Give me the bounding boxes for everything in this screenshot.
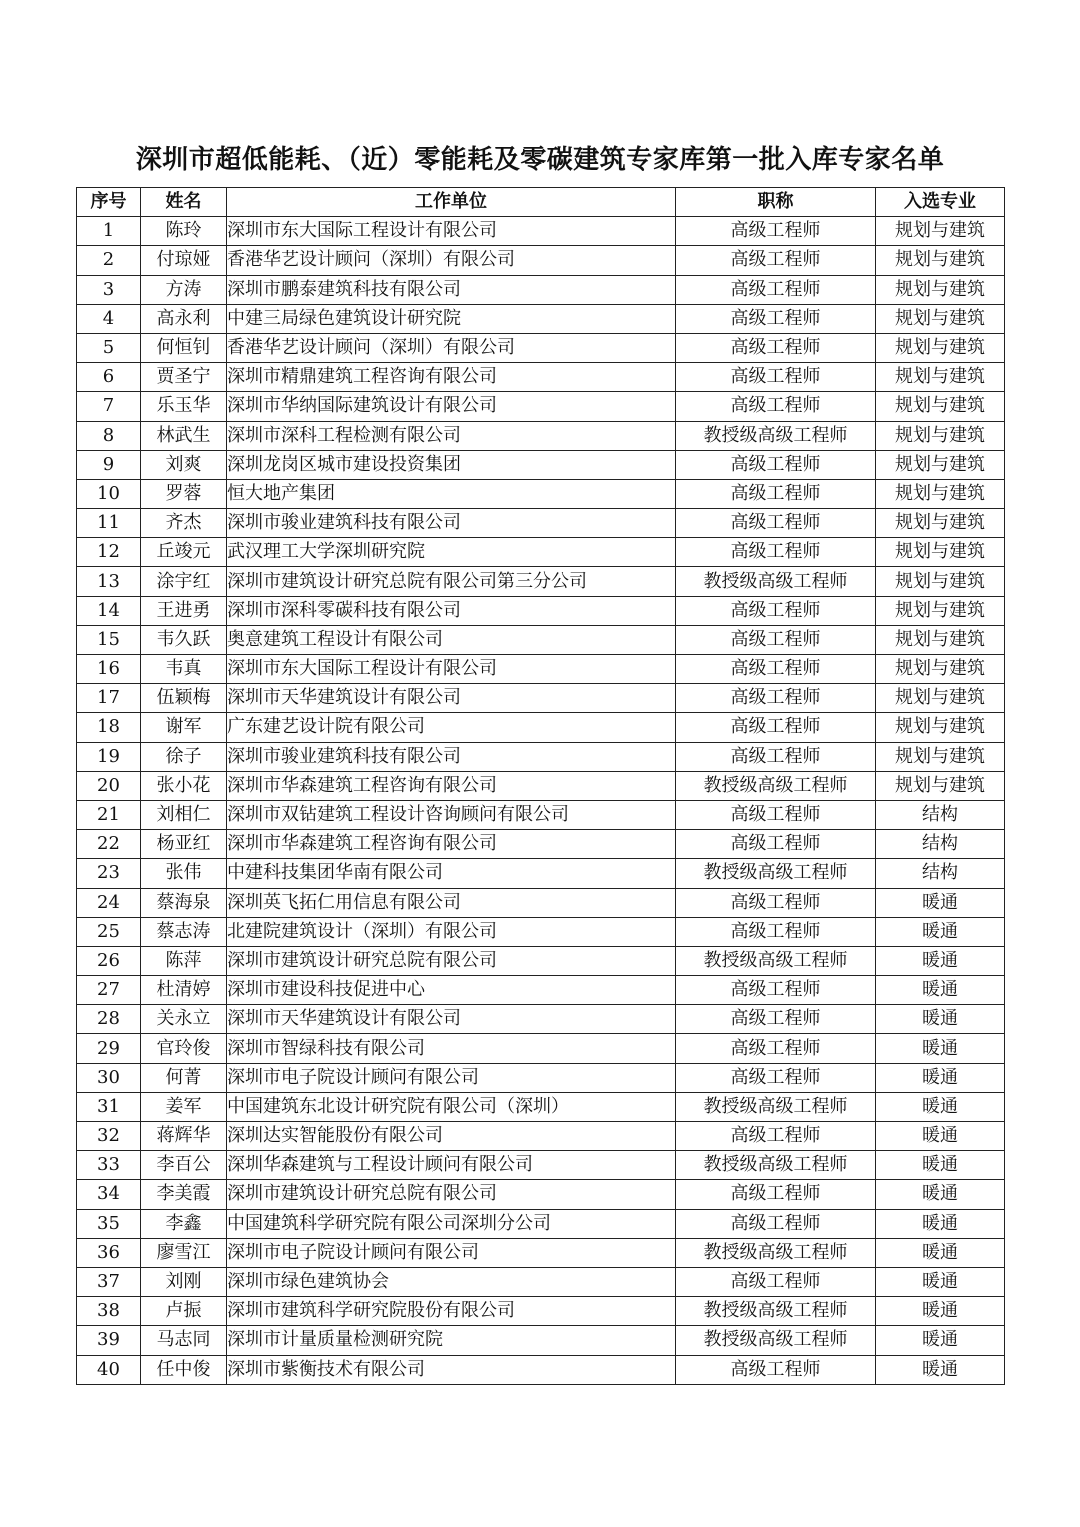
- organization: 深圳市华纳国际建筑设计有限公司: [227, 392, 676, 421]
- table-row: [77, 800, 1005, 829]
- professional-title: 教授级高级工程师: [676, 421, 876, 450]
- table-row: [77, 1355, 1005, 1384]
- expert-name: 卢振: [141, 1297, 227, 1326]
- specialty: 规划与建筑: [876, 567, 1005, 596]
- expert-name: 何恒钊: [141, 333, 227, 362]
- specialty: 暖通: [876, 1005, 1005, 1034]
- organization: 深圳市建筑科学研究院股份有限公司: [227, 1297, 676, 1326]
- row-index: 16: [77, 655, 141, 684]
- table-row: [77, 1034, 1005, 1063]
- specialty: 暖通: [876, 1151, 1005, 1180]
- row-index: 31: [77, 1092, 141, 1121]
- table-row: [77, 363, 1005, 392]
- organization: 深圳市绿色建筑协会: [227, 1267, 676, 1296]
- header-organization: 工作单位: [227, 188, 676, 217]
- row-index: 24: [77, 888, 141, 917]
- organization: 深圳市电子院设计顾问有限公司: [227, 1063, 676, 1092]
- table-row: [77, 567, 1005, 596]
- organization: 深圳市紫衡技术有限公司: [227, 1355, 676, 1384]
- organization: 深圳市天华建筑设计有限公司: [227, 684, 676, 713]
- specialty: 暖通: [876, 1355, 1005, 1384]
- organization: 中建科技集团华南有限公司: [227, 859, 676, 888]
- professional-title: 高级工程师: [676, 1063, 876, 1092]
- table-row: [77, 479, 1005, 508]
- specialty: 规划与建筑: [876, 742, 1005, 771]
- row-index: 33: [77, 1151, 141, 1180]
- row-index: 15: [77, 625, 141, 654]
- specialty: 规划与建筑: [876, 596, 1005, 625]
- expert-name: 姜军: [141, 1092, 227, 1121]
- row-index: 8: [77, 421, 141, 450]
- specialty: 结构: [876, 830, 1005, 859]
- professional-title: 高级工程师: [676, 596, 876, 625]
- expert-name: 谢军: [141, 713, 227, 742]
- professional-title: 高级工程师: [676, 246, 876, 275]
- professional-title: 高级工程师: [676, 275, 876, 304]
- expert-name: 贾圣宁: [141, 363, 227, 392]
- organization: 中国建筑科学研究院有限公司深圳分公司: [227, 1209, 676, 1238]
- row-index: 1: [77, 217, 141, 246]
- expert-name: 高永利: [141, 304, 227, 333]
- professional-title: 高级工程师: [676, 1180, 876, 1209]
- organization: 奥意建筑工程设计有限公司: [227, 625, 676, 654]
- row-index: 27: [77, 976, 141, 1005]
- row-index: 20: [77, 771, 141, 800]
- specialty: 暖通: [876, 976, 1005, 1005]
- specialty: 规划与建筑: [876, 538, 1005, 567]
- professional-title: 高级工程师: [676, 1355, 876, 1384]
- professional-title: 高级工程师: [676, 713, 876, 742]
- specialty: 规划与建筑: [876, 217, 1005, 246]
- table-row: [77, 1005, 1005, 1034]
- row-index: 14: [77, 596, 141, 625]
- expert-name: 李鑫: [141, 1209, 227, 1238]
- organization: 深圳龙岗区城市建设投资集团: [227, 450, 676, 479]
- specialty: 规划与建筑: [876, 713, 1005, 742]
- professional-title: 高级工程师: [676, 1122, 876, 1151]
- organization: 深圳市电子院设计顾问有限公司: [227, 1238, 676, 1267]
- table-row: [77, 917, 1005, 946]
- table-row: [77, 1238, 1005, 1267]
- organization: 深圳市精鼎建筑工程咨询有限公司: [227, 363, 676, 392]
- specialty: 暖通: [876, 1180, 1005, 1209]
- table-row: [77, 1122, 1005, 1151]
- professional-title: 高级工程师: [676, 217, 876, 246]
- organization: 深圳市深科工程检测有限公司: [227, 421, 676, 450]
- specialty: 规划与建筑: [876, 275, 1005, 304]
- professional-title: 高级工程师: [676, 800, 876, 829]
- specialty: 暖通: [876, 1122, 1005, 1151]
- specialty: 规划与建筑: [876, 479, 1005, 508]
- organization: 深圳市东大国际工程设计有限公司: [227, 217, 676, 246]
- organization: 深圳市华森建筑工程咨询有限公司: [227, 830, 676, 859]
- specialty: 规划与建筑: [876, 450, 1005, 479]
- professional-title: 高级工程师: [676, 479, 876, 508]
- organization: 广东建艺设计院有限公司: [227, 713, 676, 742]
- expert-name: 杜清婷: [141, 976, 227, 1005]
- organization: 深圳市骏业建筑科技有限公司: [227, 742, 676, 771]
- row-index: 23: [77, 859, 141, 888]
- specialty: 规划与建筑: [876, 625, 1005, 654]
- expert-name: 官玲俊: [141, 1034, 227, 1063]
- table-row: [77, 1180, 1005, 1209]
- row-index: 26: [77, 946, 141, 975]
- row-index: 28: [77, 1005, 141, 1034]
- table-row: [77, 742, 1005, 771]
- row-index: 17: [77, 684, 141, 713]
- professional-title: 高级工程师: [676, 1034, 876, 1063]
- table-row: [77, 217, 1005, 246]
- professional-title: 高级工程师: [676, 1267, 876, 1296]
- specialty: 规划与建筑: [876, 771, 1005, 800]
- expert-name: 陈玲: [141, 217, 227, 246]
- organization: 恒大地产集团: [227, 479, 676, 508]
- expert-name: 马志同: [141, 1326, 227, 1355]
- table-row: [77, 684, 1005, 713]
- professional-title: 高级工程师: [676, 976, 876, 1005]
- organization: 深圳市建筑设计研究总院有限公司: [227, 946, 676, 975]
- specialty: 规划与建筑: [876, 684, 1005, 713]
- professional-title: 高级工程师: [676, 538, 876, 567]
- organization: 深圳市双钻建筑工程设计咨询顾问有限公司: [227, 800, 676, 829]
- professional-title: 教授级高级工程师: [676, 1151, 876, 1180]
- organization: 深圳市智绿科技有限公司: [227, 1034, 676, 1063]
- table-row: [77, 246, 1005, 275]
- row-index: 4: [77, 304, 141, 333]
- expert-name: 涂宇红: [141, 567, 227, 596]
- expert-name: 蒋辉华: [141, 1122, 227, 1151]
- table-row: [77, 509, 1005, 538]
- table-row: [77, 1297, 1005, 1326]
- professional-title: 高级工程师: [676, 625, 876, 654]
- table-row: [77, 713, 1005, 742]
- professional-title: 高级工程师: [676, 1005, 876, 1034]
- professional-title: 教授级高级工程师: [676, 859, 876, 888]
- expert-name: 丘竣元: [141, 538, 227, 567]
- specialty: 结构: [876, 859, 1005, 888]
- professional-title: 高级工程师: [676, 304, 876, 333]
- professional-title: 高级工程师: [676, 363, 876, 392]
- header-index: 序号: [77, 188, 141, 217]
- specialty: 暖通: [876, 1063, 1005, 1092]
- professional-title: 教授级高级工程师: [676, 1326, 876, 1355]
- specialty: 规划与建筑: [876, 304, 1005, 333]
- organization: 深圳市骏业建筑科技有限公司: [227, 509, 676, 538]
- table-row: [77, 333, 1005, 362]
- professional-title: 高级工程师: [676, 450, 876, 479]
- row-index: 39: [77, 1326, 141, 1355]
- organization: 北建院建筑设计（深圳）有限公司: [227, 917, 676, 946]
- professional-title: 高级工程师: [676, 1209, 876, 1238]
- specialty: 暖通: [876, 1326, 1005, 1355]
- row-index: 5: [77, 333, 141, 362]
- organization: 深圳市建筑设计研究总院有限公司第三分公司: [227, 567, 676, 596]
- table-row: [77, 275, 1005, 304]
- professional-title: 教授级高级工程师: [676, 1297, 876, 1326]
- table-row: [77, 888, 1005, 917]
- specialty: 规划与建筑: [876, 333, 1005, 362]
- organization: 香港华艺设计顾问（深圳）有限公司: [227, 246, 676, 275]
- organization: 深圳达实智能股份有限公司: [227, 1122, 676, 1151]
- expert-name: 任中俊: [141, 1355, 227, 1384]
- specialty: 暖通: [876, 1092, 1005, 1121]
- row-index: 22: [77, 830, 141, 859]
- specialty: 暖通: [876, 917, 1005, 946]
- professional-title: 教授级高级工程师: [676, 567, 876, 596]
- professional-title: 高级工程师: [676, 392, 876, 421]
- row-index: 13: [77, 567, 141, 596]
- specialty: 暖通: [876, 1297, 1005, 1326]
- expert-name: 伍颖梅: [141, 684, 227, 713]
- organization: 中国建筑东北设计研究院有限公司（深圳）: [227, 1092, 676, 1121]
- expert-name: 廖雪江: [141, 1238, 227, 1267]
- specialty: 规划与建筑: [876, 509, 1005, 538]
- expert-name: 杨亚红: [141, 830, 227, 859]
- specialty: 暖通: [876, 946, 1005, 975]
- organization: 深圳英飞拓仁用信息有限公司: [227, 888, 676, 917]
- expert-name: 徐子: [141, 742, 227, 771]
- header-name: 姓名: [141, 188, 227, 217]
- expert-name: 关永立: [141, 1005, 227, 1034]
- professional-title: 高级工程师: [676, 830, 876, 859]
- table-row: [77, 392, 1005, 421]
- table-row: [77, 1151, 1005, 1180]
- professional-title: 高级工程师: [676, 333, 876, 362]
- specialty: 暖通: [876, 1267, 1005, 1296]
- row-index: 6: [77, 363, 141, 392]
- row-index: 21: [77, 800, 141, 829]
- expert-name: 李百公: [141, 1151, 227, 1180]
- professional-title: 教授级高级工程师: [676, 1238, 876, 1267]
- page-title: 深圳市超低能耗、（近）零能耗及零碳建筑专家库第一批入库专家名单: [135, 145, 945, 175]
- professional-title: 高级工程师: [676, 684, 876, 713]
- expert-name: 蔡志涛: [141, 917, 227, 946]
- table-header-row: [77, 188, 1005, 217]
- row-index: 30: [77, 1063, 141, 1092]
- table-row: [77, 625, 1005, 654]
- expert-name: 王进勇: [141, 596, 227, 625]
- specialty: 暖通: [876, 1209, 1005, 1238]
- table-row: [77, 304, 1005, 333]
- organization: 深圳市深科零碳科技有限公司: [227, 596, 676, 625]
- table-row: [77, 655, 1005, 684]
- table-row: [77, 1063, 1005, 1092]
- row-index: 3: [77, 275, 141, 304]
- header-title: 职称: [676, 188, 876, 217]
- table-row: [77, 1209, 1005, 1238]
- expert-name: 刘爽: [141, 450, 227, 479]
- expert-name: 乐玉华: [141, 392, 227, 421]
- row-index: 37: [77, 1267, 141, 1296]
- table-row: [77, 946, 1005, 975]
- table-row: [77, 450, 1005, 479]
- specialty: 暖通: [876, 1238, 1005, 1267]
- organization: 深圳华森建筑与工程设计顾问有限公司: [227, 1151, 676, 1180]
- expert-name: 李美霞: [141, 1180, 227, 1209]
- row-index: 34: [77, 1180, 141, 1209]
- professional-title: 高级工程师: [676, 655, 876, 684]
- organization: 深圳市天华建筑设计有限公司: [227, 1005, 676, 1034]
- expert-name: 方涛: [141, 275, 227, 304]
- specialty: 规划与建筑: [876, 655, 1005, 684]
- expert-name: 蔡海泉: [141, 888, 227, 917]
- row-index: 25: [77, 917, 141, 946]
- header-specialty: 入选专业: [876, 188, 1005, 217]
- row-index: 2: [77, 246, 141, 275]
- professional-title: 高级工程师: [676, 888, 876, 917]
- row-index: 9: [77, 450, 141, 479]
- expert-name: 付琼娅: [141, 246, 227, 275]
- expert-name: 韦真: [141, 655, 227, 684]
- row-index: 7: [77, 392, 141, 421]
- expert-name: 罗蓉: [141, 479, 227, 508]
- professional-title: 高级工程师: [676, 917, 876, 946]
- table-row: [77, 1267, 1005, 1296]
- organization: 深圳市建筑设计研究总院有限公司: [227, 1180, 676, 1209]
- table-row: [77, 421, 1005, 450]
- expert-name: 刘刚: [141, 1267, 227, 1296]
- expert-name: 韦久跃: [141, 625, 227, 654]
- table-row: [77, 859, 1005, 888]
- row-index: 32: [77, 1122, 141, 1151]
- specialty: 规划与建筑: [876, 363, 1005, 392]
- professional-title: 高级工程师: [676, 742, 876, 771]
- expert-name: 陈萍: [141, 946, 227, 975]
- table-row: [77, 1092, 1005, 1121]
- row-index: 40: [77, 1355, 141, 1384]
- row-index: 10: [77, 479, 141, 508]
- professional-title: 教授级高级工程师: [676, 946, 876, 975]
- specialty: 暖通: [876, 1034, 1005, 1063]
- row-index: 38: [77, 1297, 141, 1326]
- row-index: 36: [77, 1238, 141, 1267]
- organization: 中建三局绿色建筑设计研究院: [227, 304, 676, 333]
- table-row: [77, 830, 1005, 859]
- row-index: 29: [77, 1034, 141, 1063]
- organization: 深圳市华森建筑工程咨询有限公司: [227, 771, 676, 800]
- table-row: [77, 596, 1005, 625]
- organization: 深圳市计量质量检测研究院: [227, 1326, 676, 1355]
- expert-table: [76, 187, 1005, 1385]
- row-index: 12: [77, 538, 141, 567]
- professional-title: 教授级高级工程师: [676, 1092, 876, 1121]
- expert-name: 林武生: [141, 421, 227, 450]
- row-index: 35: [77, 1209, 141, 1238]
- specialty: 暖通: [876, 888, 1005, 917]
- expert-name: 何菁: [141, 1063, 227, 1092]
- table-row: [77, 771, 1005, 800]
- row-index: 11: [77, 509, 141, 538]
- table-row: [77, 538, 1005, 567]
- expert-name: 张伟: [141, 859, 227, 888]
- table-row: [77, 1326, 1005, 1355]
- organization: 深圳市建设科技促进中心: [227, 976, 676, 1005]
- expert-name: 齐杰: [141, 509, 227, 538]
- professional-title: 教授级高级工程师: [676, 771, 876, 800]
- organization: 武汉理工大学深圳研究院: [227, 538, 676, 567]
- row-index: 18: [77, 713, 141, 742]
- organization: 香港华艺设计顾问（深圳）有限公司: [227, 333, 676, 362]
- professional-title: 高级工程师: [676, 509, 876, 538]
- expert-name: 刘相仁: [141, 800, 227, 829]
- organization: 深圳市鹏泰建筑科技有限公司: [227, 275, 676, 304]
- organization: 深圳市东大国际工程设计有限公司: [227, 655, 676, 684]
- specialty: 规划与建筑: [876, 392, 1005, 421]
- specialty: 规划与建筑: [876, 246, 1005, 275]
- row-index: 19: [77, 742, 141, 771]
- expert-name: 张小花: [141, 771, 227, 800]
- specialty: 规划与建筑: [876, 421, 1005, 450]
- specialty: 结构: [876, 800, 1005, 829]
- table-row: [77, 976, 1005, 1005]
